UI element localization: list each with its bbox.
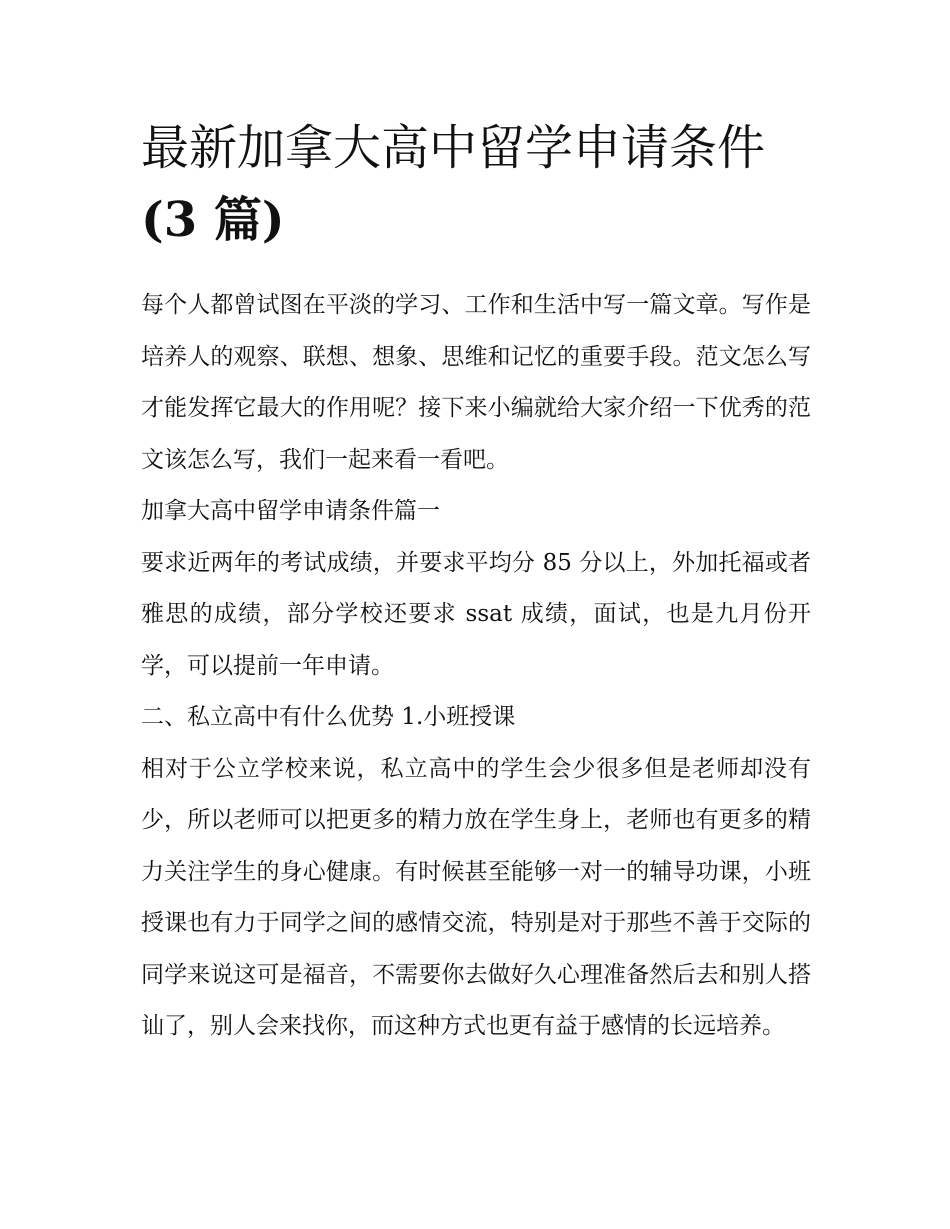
requirements-paragraph: 要求近两年的考试成绩，并要求平均分 85 分以上，外加托福或者雅思的成绩，部分学校还要求 ssat 成绩，面试，也是九月份开学，可以提前一年申请。 bbox=[141, 549, 811, 679]
document-body bbox=[141, 280, 811, 1053]
title-line-1: 最新加拿大高中留学申请条件 bbox=[141, 120, 766, 176]
document-page bbox=[141, 112, 811, 1053]
section-heading-1: 加拿大高中留学申请条件篇一 bbox=[141, 498, 440, 524]
small-class-paragraph: 相对于公立学校来说，私立高中的学生会少很多但是老师却没有少，所以老师可以把更多的精力放在学生身上，老师也有更多的精力关注学生的身心健康。有时候甚至能够一对一的辅导功课，小班授课也有力于同学之间的感情交流，特别是对于那些不善于交际的同学来说这可是福音，不需要你去做好久心理准备然后去和别人搭讪了，别人会来找你，而这种方式也更有益于感情的长远培养。 bbox=[141, 755, 811, 1039]
intro-paragraph: 每个人都曾试图在平淡的学习、工作和生活中写一篇文章。写作是培养人的观察、联想、想象、思维和记忆的重要手段。范文怎么写才能发挥它最大的作用呢？接下来小编就给大家介绍一下优秀的范文该怎么写，我们一起来看一看吧。 bbox=[141, 292, 811, 473]
title-line-2: (3 篇) bbox=[141, 192, 285, 248]
document-title bbox=[141, 112, 811, 256]
section-heading-2: 二、私立高中有什么优势 1.小班授课 bbox=[141, 704, 516, 730]
